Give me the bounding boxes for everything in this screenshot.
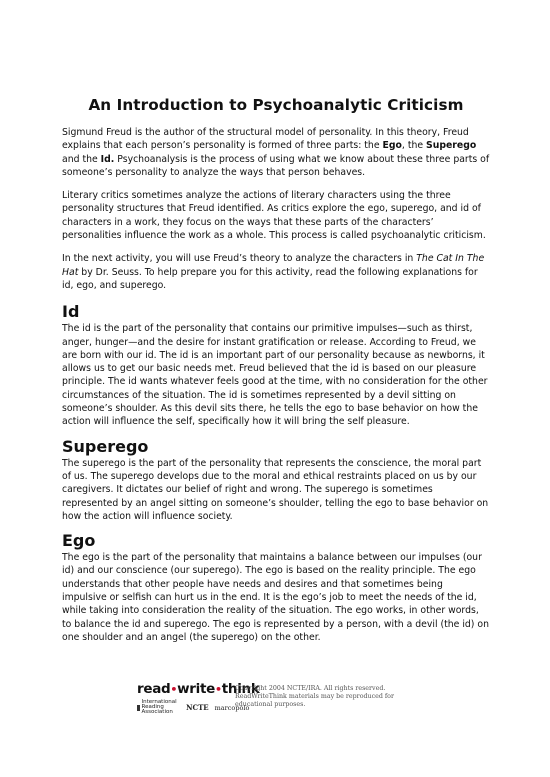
brand-dot: • <box>170 683 178 696</box>
brand-read: read <box>137 681 171 697</box>
section-body-ego: The ego is the part of the personality that maintains a balance between our impulses (our id) and our conscience (our superego). The ego is based on the reality principle. The ego understands that other people have needs and desires and that sometimes being impulsive or selfish can hurt us in the end. It is the ego’s job to meet the needs of the id, while taking into consideration the reality of the situation. The ego works, in other words, to balance the id and superego. The ego is represented by a person, with a devil (the id) on one shoulder and an angel (the superego) on the other. <box>62 552 489 643</box>
ego-term: Ego <box>382 140 402 152</box>
intro-paragraph-2: Literary critics sometimes analyze the actions of literary characters using the three personality structures that Freud identified. As critics explore the ego, superego, and id of characters in a work, they focus on the ways that these parts of the characters’ personalities influence the work as a whole. This process is called psychoanalytic criticism. <box>62 190 486 242</box>
section-heading-id: Id <box>62 302 80 322</box>
sponsor-logos <box>137 699 250 715</box>
intro-text: and the <box>62 153 101 165</box>
document-page <box>62 96 490 652</box>
section-body-id: The id is the part of the personality that contains our primitive impulses—such as thirst, anger, hunger—and the desire for instant gratification or release. According to Freud, we are born with our id. The id is an important part of our personality because as newborns, it allows us to get our basic needs met. Freud believed that the id is based on our pleasure principle. The id wants whatever feels good at the time, with no consideration for the other circumstances of the situation. The id is sometimes represented by a devil sitting on someone’s shoulder. As this devil sits there, he tells the ego to base behavior on how the action will influence the self, specifically how it will bring the self pleasure. <box>62 323 488 428</box>
section-body-superego: The superego is the part of the personality that represents the conscience, the moral part of us. The superego develops due to the moral and ethical restraints placed on us by our caregivers. It dictates our belief of right and wrong. The superego is sometimes represented by an angel sitting on someone’s shoulder, telling the ego to base behavior on how the action will influence society. <box>62 457 489 522</box>
section-heading-ego: Ego <box>62 531 96 551</box>
intro-text: In the next activity, you will use Freud’s theory to analyze the characters in <box>62 253 417 265</box>
book-title: The Cat In The Hat <box>62 253 485 278</box>
ncte-logo: NCTE <box>186 703 209 712</box>
marcopolo-logo: marcopolo <box>214 703 250 712</box>
ira-icon <box>137 705 140 711</box>
intro-paragraph-1 <box>62 126 490 179</box>
ira-logo <box>137 700 180 715</box>
intro-text: Psychoanalysis is the process of using what we know about these three parts of someone’s personality to analyze the ways that person behaves. <box>62 153 490 178</box>
intro-text: Sigmund Freud is the author of the structural model of personality. In this theory, Freud explains that each person’s personality is formed of three parts: the <box>62 127 469 152</box>
copyright-notice: Copyright 2004 NCTE/IRA. All rights reserved. ReadWriteThink materials may be reproduced for educational purposes. <box>235 685 394 708</box>
intro-text: , the <box>401 140 427 152</box>
id-term: Id. <box>100 153 115 165</box>
superego-term: Superego <box>426 140 477 152</box>
intro-paragraph-3 <box>62 252 490 292</box>
brand-think: think <box>221 681 260 697</box>
footer <box>137 681 437 713</box>
brand-write: write <box>177 681 215 697</box>
document-title: An Introduction to Psychoanalytic Criticism <box>88 96 464 114</box>
brand-dot: • <box>215 683 222 696</box>
ira-text: International Reading Association <box>141 699 177 715</box>
intro-text: by Dr. Seuss. To help prepare you for this activity, read the following explanations for id, ego, and superego. <box>62 266 478 291</box>
section-heading-superego: Superego <box>62 436 149 456</box>
